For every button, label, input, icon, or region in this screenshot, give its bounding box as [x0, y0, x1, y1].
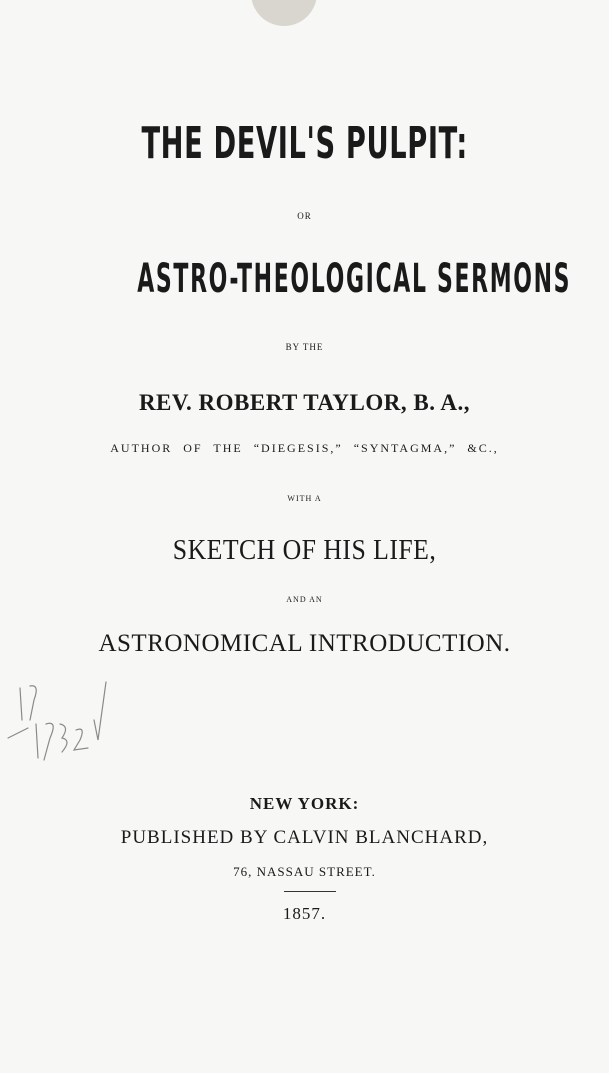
publication-year: 1857.	[282, 904, 327, 923]
author-works: AUTHOR OF THE “DIEGESIS,” “SYNTAGMA,” &C.,	[110, 441, 499, 455]
sketch-heading: SKETCH OF HIS LIFE,	[172, 535, 437, 566]
book-subtitle: ASTRO-THEOLOGICAL SERMONS	[137, 256, 572, 302]
binding-hole-mark	[251, 0, 317, 26]
author-name: REV. ROBERT TAYLOR, B. A.,	[138, 390, 471, 415]
book-title: THE DEVIL'S PULPIT:	[141, 118, 468, 169]
publisher-address: 76, NASSAU STREET.	[233, 864, 376, 879]
handwritten-annotation	[0, 680, 120, 780]
publisher-line: PUBLISHED BY CALVIN BLANCHARD,	[120, 827, 489, 848]
introduction-heading: ASTRONOMICAL INTRODUCTION.	[98, 630, 511, 657]
publication-place: NEW YORK:	[249, 794, 360, 813]
with-a-label: WITH A	[287, 494, 322, 503]
divider-rule	[284, 891, 336, 892]
or-connector: OR	[297, 211, 312, 221]
by-the-label: BY THE	[285, 342, 324, 352]
and-an-label: AND AN	[286, 595, 323, 604]
